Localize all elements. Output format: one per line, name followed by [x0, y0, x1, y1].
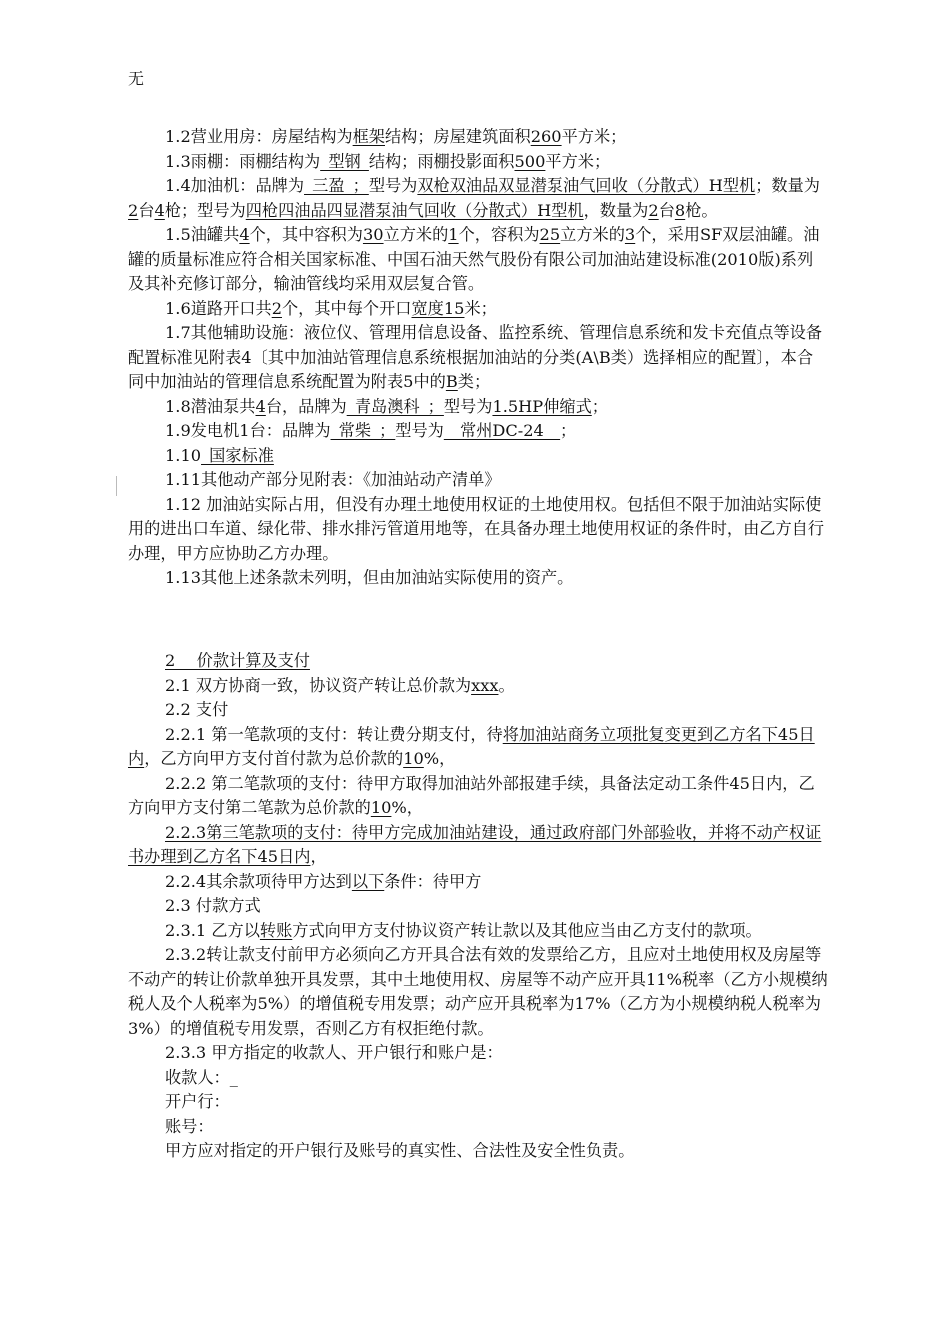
section-2-body — [128, 649, 828, 1164]
clause-2-3-3: 2.3.3 甲方指定的收款人、开户银行和账户是： — [165, 1043, 503, 1062]
clause-2-2-1: 2.2.1 第一笔款项的支付：转让费分期支付，待将加油站商务立项批复变更到乙方名下45日内，乙方向甲方支付首付款为总价款的10%， — [128, 724, 815, 768]
clause-2-2-4: 2.2.4其余款项待甲方达到以下条件：待甲方 — [165, 871, 482, 891]
clause-1-11: 1.11其他动产部分见附表：《加油站动产清单》 — [165, 470, 501, 489]
clause-2-3: 2.3 付款方式 — [165, 896, 261, 915]
clause-1-8: 1.8潜油泵共4台，品牌为_青岛澳科_；型号为1.5HP伸缩式； — [165, 396, 608, 416]
clause-2-2-3: 2.2.3第三笔款项的支付：待甲方完成加油站建设，通过政府部门外部验收，并将不动产权证书办理到乙方名下45日内， — [128, 822, 822, 866]
clause-1-13: 1.13其他上述条款未列明，但由加油站实际使用的资产。 — [165, 568, 574, 587]
clause-1-10: 1.10_国家标准 — [165, 445, 274, 465]
bank-line: 开户行： — [165, 1092, 230, 1111]
clause-1-6: 1.6道路开口共2个，其中每个开口宽度15米； — [165, 298, 497, 318]
clause-2-2-2: 2.2.2 第二笔款项的支付：待甲方取得加油站外部报建手续，具备法定动工条件45日内，乙方向甲方支付第二笔款为总价款的10%， — [128, 773, 815, 817]
clause-1-12: 1.12 加油站实际占用，但没有办理土地使用权证的土地使用权。包括但不限于加油站实际使用的进出口车道、绿化带、排水排污管道用地等，在具备办理土地使用权证的条件时，由乙方自行办理，甲方应协助乙方办理。 — [128, 494, 825, 563]
payee-line: 收款人：_ — [165, 1067, 238, 1087]
account-line: 账号： — [165, 1116, 214, 1136]
clause-1-9: 1.9发电机1台：品牌为_常柴_；型号为__常州DC-24__； — [165, 421, 577, 440]
responsibility-note: 甲方应对指定的开户银行及账号的真实性、合法性及安全性负责。 — [165, 1141, 635, 1160]
header-label: 无 — [128, 69, 145, 88]
clause-2-1: 2.1 双方协商一致，协议资产转让总价款为xxx。 — [165, 675, 515, 695]
clause-1-5: 1.5油罐共4个，其中容积为30立方米的1个，容积为25立方米的3个，采用SF双层油罐。油罐的质量标准应符合相关国家标准、中国石油天然气股份有限公司加油站建设标准(2010版)系列及其补充修订部分，输油管线均采用双层复合管。 — [128, 225, 820, 293]
clause-2-3-2: 2.3.2转让款支付前甲方必须向乙方开具合法有效的发票给乙方，且应对土地使用权及房屋等不动产的转让价款单独开具发票，其中土地使用权、房屋等不动产应开具11%税率（乙方小规模纳税人及个人税率为5%）的增值税专用发票；动产应开具税率为17%（乙方为小规模纳税人税率为3%）的增值税专用发票，否则乙方有权拒绝付款。 — [128, 945, 828, 1038]
clause-1-4: 1.4加油机：品牌为_三盈_；型号为双枪双油品双显潜泵油气回收（分散式）H型机；数量为2台4枪；型号为四枪四油品四显潜泵油气回收（分散式）H型机，数量为2台8枪。 — [128, 176, 820, 220]
clause-1-7: 1.7其他辅助设施：液位仪、管理用信息设备、监控系统、管理信息系统和发卡充值点等设备配置标准见附表4〔其中加油站管理信息系统根据加油站的分类(A\B类）选择相应的配置〕，本合同中加油站的管理信息系统配置为附表5中的B类； — [128, 323, 823, 391]
margin-mark — [116, 476, 117, 496]
section-2-heading: 2 价款计算及支付 — [165, 651, 310, 670]
clause-2-3-1: 2.3.1 乙方以转账方式向甲方支付协议资产转让款以及其他应当由乙方支付的款项。 — [165, 920, 762, 940]
clause-2-2: 2.2 支付 — [165, 700, 229, 719]
section-1-body — [128, 125, 828, 591]
clause-1-2: 1.2营业用房：房屋结构为框架结构；房屋建筑面积260平方米； — [165, 127, 627, 146]
clause-1-3: 1.3雨棚：雨棚结构为_型钢_结构；雨棚投影面积500平方米； — [165, 151, 611, 171]
